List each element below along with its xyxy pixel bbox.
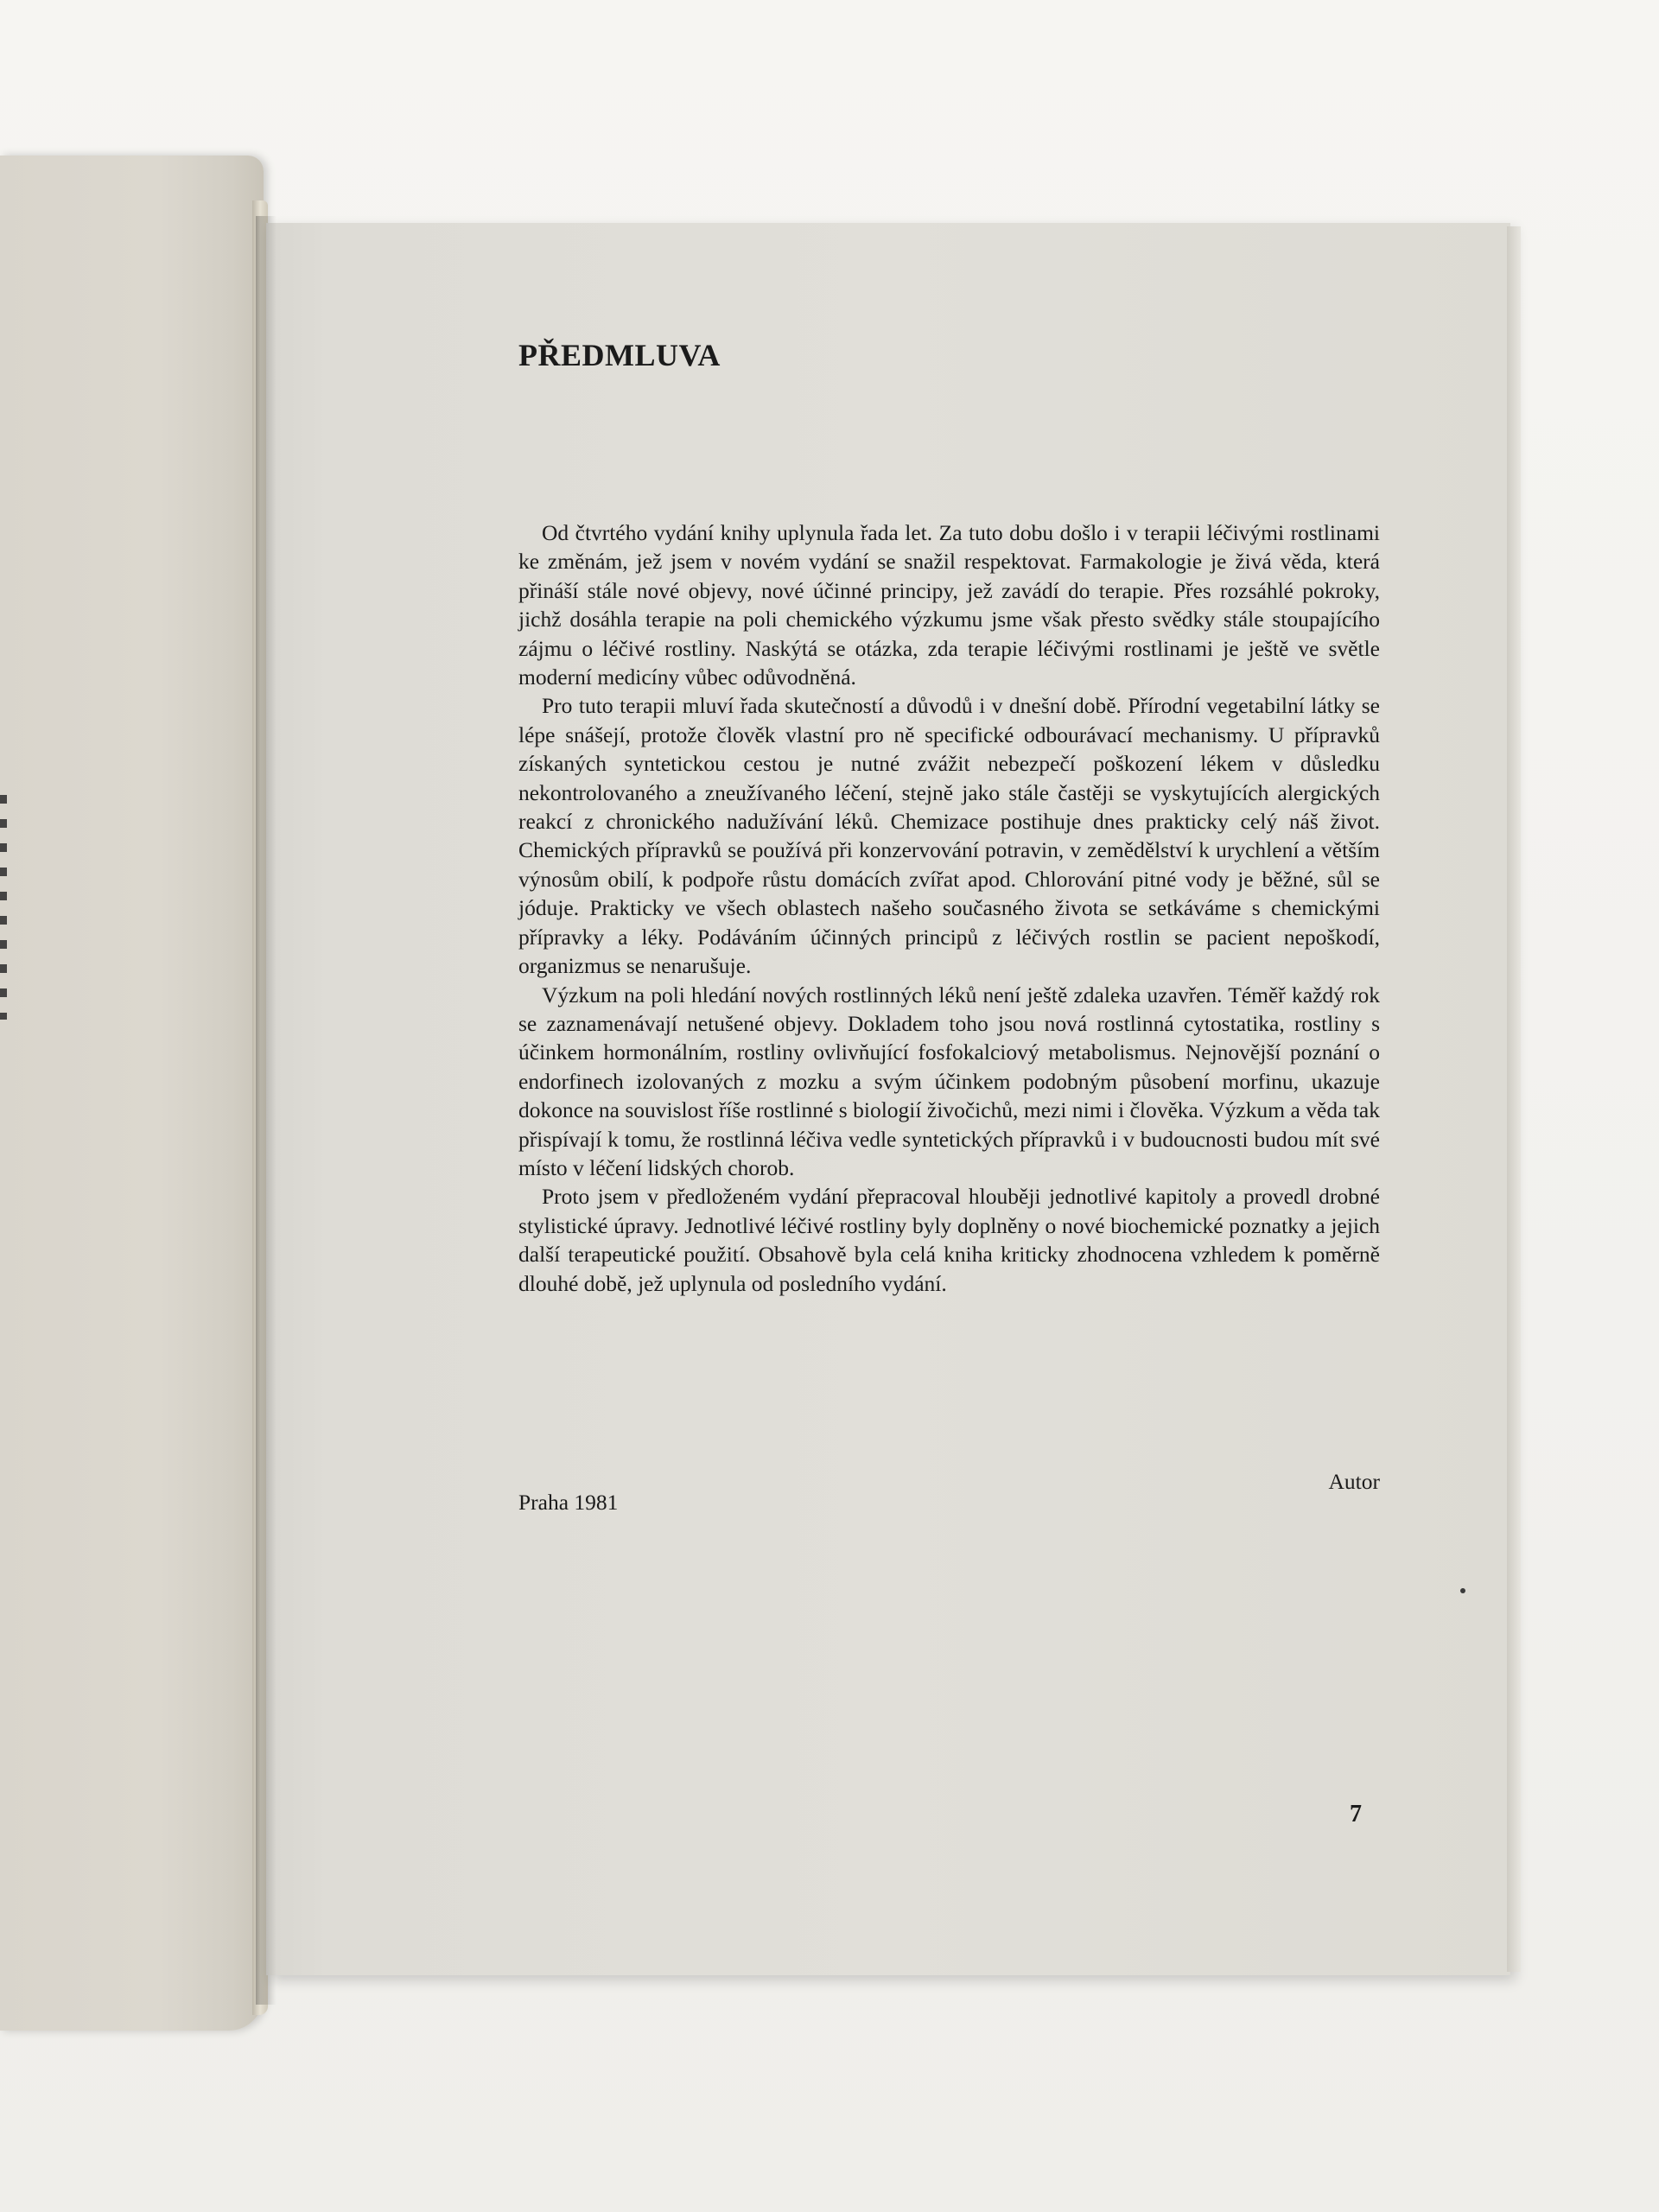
- paragraph-1: Od čtvrtého vydání knihy uplynula řada let. Za tuto dobu došlo i v terapii léčivými rostlinami ke změnám, jež jsem v novém vydání se snažil respektovat. Farmakologie je živá věda, která přináší stále nové objevy, nové účinné principy, jež zavádí do terapie. Přes rozsáhlé pokroky, jichž dosáhla terapie na poli chemického výzkumu jsme však přesto svědky stále stoupajícího zájmu o léčivé rostliny. Naskýtá se otázka, zda terapie léčivými rostlinami je ještě ve světle moderní medicíny vůbec odůvodněná.: [518, 520, 1380, 690]
- place-date: Praha 1981: [518, 1490, 619, 1515]
- chapter-title: PŘEDMLUVA: [518, 338, 721, 372]
- author-signature: Autor: [1328, 1469, 1380, 1494]
- right-page-edge: [1507, 226, 1521, 1972]
- paragraph-4: Proto jsem v předloženém vydání přepracoval hlouběji jednotlivé kapitoly a provedl drobné stylistické úpravy. Jednotlivé léčivé rostliny byly doplněny o nové biochemické poznatky a jejich další terapeutické použití. Obsahově byla celá kniha kriticky zhodnocena vzhledem k poměrně dlouhé době, jež uplynula od posledního vydání.: [518, 1184, 1380, 1296]
- left-page-print-marks: [0, 795, 7, 1020]
- paragraph-2: Pro tuto terapii mluví řada skutečností a důvodů i v dnešní době. Přírodní vegetabilní látky se lépe snášejí, protože člověk vlastní pro ně specifické odbourávací mechanismy. U přípravků získaných syntetickou cestou je nutné zvážit nebezpečí poškození lékem v důsledku nekontrolovaného a zneužívaného léčení, stejně jako stále častěji se vyskytujících alergických reakcí z chronického nadužívání léků. Chemizace postihuje dnes prakticky celý náš život. Chemických přípravků se používá při konzervování potravin, v zemědělství k urychlení a větším výnosům obilí, k podpoře růstu domácích zvířat apod. Chlorování pitné vody je běžné, sůl se jóduje. Prakticky ve všech oblastech našeho současného života se setkáváme s chemickými přípravky a léky. Podáváním účinných principů z léčivých rostlin se pacient nepoškodí, organizmus se nenarušuje.: [518, 693, 1380, 979]
- page-number: 7: [1350, 1801, 1362, 1827]
- paragraph-3: Výzkum na poli hledání nových rostlinných léků není ještě zdaleka uzavřen. Téměř každý rok se zaznamenávají netušené objevy. Dokladem toho jsou nová rostlinná cytostatika, rostliny s účinkem hormonálním, rostliny ovlivňující fosfokalciový metabolismus. Nejnovější poznání o endorfinech izolovaných z mozku a svým účinkem podobným působení morfinu, ukazuje dokonce na souvislost říše rostlinné s biologií živočichů, mezi nimi i člověka. Výzkum a věda tak přispívají k tomu, že rostlinná léčiva vedle syntetických přípravků i v budoucnosti budou mít své místo v léčení lidských chorob.: [518, 982, 1380, 1180]
- binding-shadow: [256, 216, 276, 2005]
- paper-speck: [1460, 1588, 1465, 1593]
- left-page: [0, 156, 264, 2031]
- preface-body: [518, 518, 1380, 1298]
